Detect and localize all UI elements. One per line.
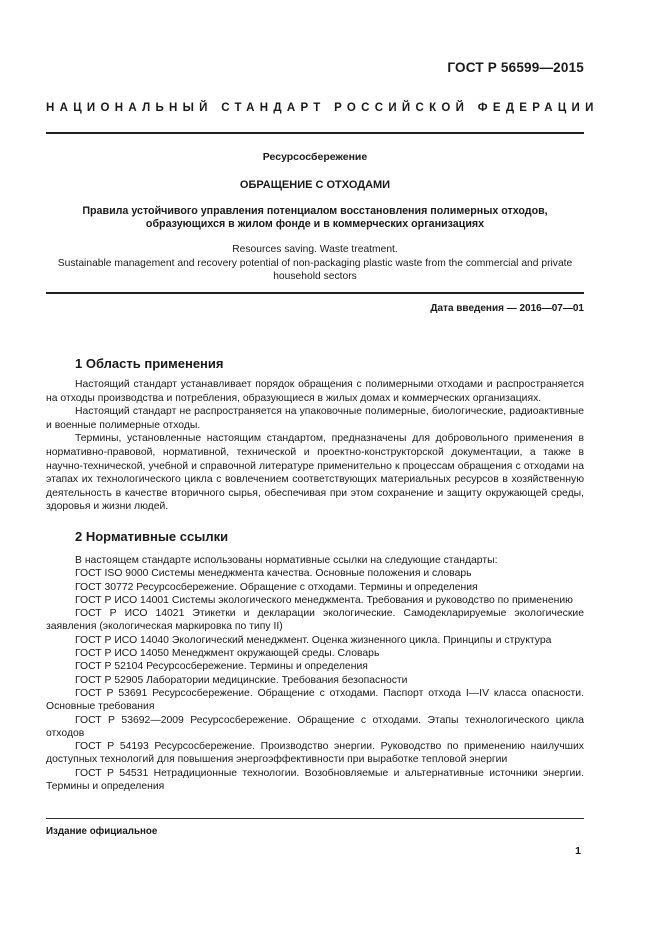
standard-category: Ресурсосбережение	[262, 151, 368, 163]
section-1-heading: 1 Область применения	[75, 356, 224, 371]
section-2-body	[46, 554, 584, 793]
section-2-heading: 2 Нормативные ссылки	[75, 529, 229, 544]
document-code: ГОСТ Р 56599—2015	[447, 60, 584, 75]
english-title-line: Resources saving. Waste treatment.	[232, 244, 398, 255]
paragraph: Настоящий стандарт устанавливает порядок обращения с полимерными отходами и распространяется на отходы производства и потребления, образующиеся в жилых домах и коммерческих организациях.	[46, 379, 584, 404]
english-title-line: household sectors	[273, 271, 357, 282]
reference-item: ГОСТ Р ИСО 14050 Менеджмент окружающей среды. Словарь	[75, 648, 380, 660]
standard-title: ОБРАЩЕНИЕ С ОТХОДАМИ	[239, 179, 391, 191]
introduction-date: Дата введения — 2016—07—01	[430, 303, 584, 314]
reference-item: ГОСТ Р ИСО 14021 Этикетки и декларации экологические. Самодекларируемые экологические заявления (экологическая маркировка по типу II)	[46, 608, 584, 633]
reference-item: ГОСТ 30772 Ресурсосбережение. Обращение с отходами. Термины и определения	[75, 581, 478, 593]
reference-item: ГОСТ Р 52905 Лаборатории медицинские. Требования безопасности	[75, 674, 408, 686]
reference-item: ГОСТ ISO 9000 Системы менеджмента качества. Основные положения и словарь	[75, 568, 472, 580]
paragraph: Термины, установленные настоящим стандартом, предназначены для добровольного применения в нормативно-правовой, нормативной, технической и проектно-конструкторской документации, а также в научно-технической, учебной и справочной литературе применительно к процессам обращения с отходами на этапах их технологического цикла с вовлечением соответствующих материальных ресурсов в хозяйственную деятельность в качестве вторичного сырья, обеспечивая при этом сохранение и защиту окружающей среды, здоровья и жизни людей.	[46, 433, 584, 513]
official-edition-label: Издание официальное	[46, 826, 158, 837]
reference-item: ГОСТ Р ИСО 14001 Системы экологического менеджмента. Требования и руководство по применению	[75, 594, 573, 606]
page-number: 1	[575, 845, 581, 857]
reference-item: ГОСТ Р ИСО 14040 Экологический менеджмент. Оценка жизненного цикла. Принципы и структура	[75, 634, 552, 646]
subtitle-line: образующихся в жилом фонде и в коммерческих организациях	[145, 218, 485, 230]
english-title-line: Sustainable management and recovery potential of non-packaging plastic waste from the commercial and private	[57, 257, 573, 269]
section-1-body	[46, 378, 584, 514]
paragraph: В настоящем стандарте использованы нормативные ссылки на следующие стандарты:	[75, 555, 498, 566]
reference-item: ГОСТ Р 53692—2009 Ресурсосбережение. Обращение с отходами. Этапы технологического цикла отходов	[46, 714, 584, 739]
english-title	[46, 243, 584, 284]
subtitle-line: Правила устойчивого управления потенциалом восстановления полимерных отходов,	[82, 205, 548, 217]
top-rule	[46, 132, 584, 134]
paragraph: Настоящий стандарт не распространяется на упаковочные полимерные, биологические, радиоактивные и военные полимерные отходы.	[46, 406, 584, 431]
reference-item: ГОСТ Р 53691 Ресурсосбережение. Обращение с отходами. Паспорт отхода I—IV класса опасности. Основные требования	[46, 687, 584, 713]
reference-item: ГОСТ Р 54193 Ресурсосбережение. Производство энергии. Руководство по применению наилучших доступных технологий для повышения энергоэффективности при выработке тепловой энергии	[46, 741, 584, 766]
reference-item: ГОСТ Р 54531 Нетрадиционные технологии. Возобновляемые и альтернативные источники энергии. Термины и определения	[46, 767, 584, 793]
footer-rule	[46, 818, 584, 819]
standard-subtitle	[46, 205, 584, 231]
bottom-title-rule	[46, 292, 584, 294]
national-standard-banner: НАЦИОНАЛЬНЫЙ СТАНДАРТ РОССИЙСКОЙ ФЕДЕРАЦИИ	[46, 102, 599, 114]
reference-item: ГОСТ Р 52104 Ресурсосбережение. Термины и определения	[75, 661, 368, 673]
